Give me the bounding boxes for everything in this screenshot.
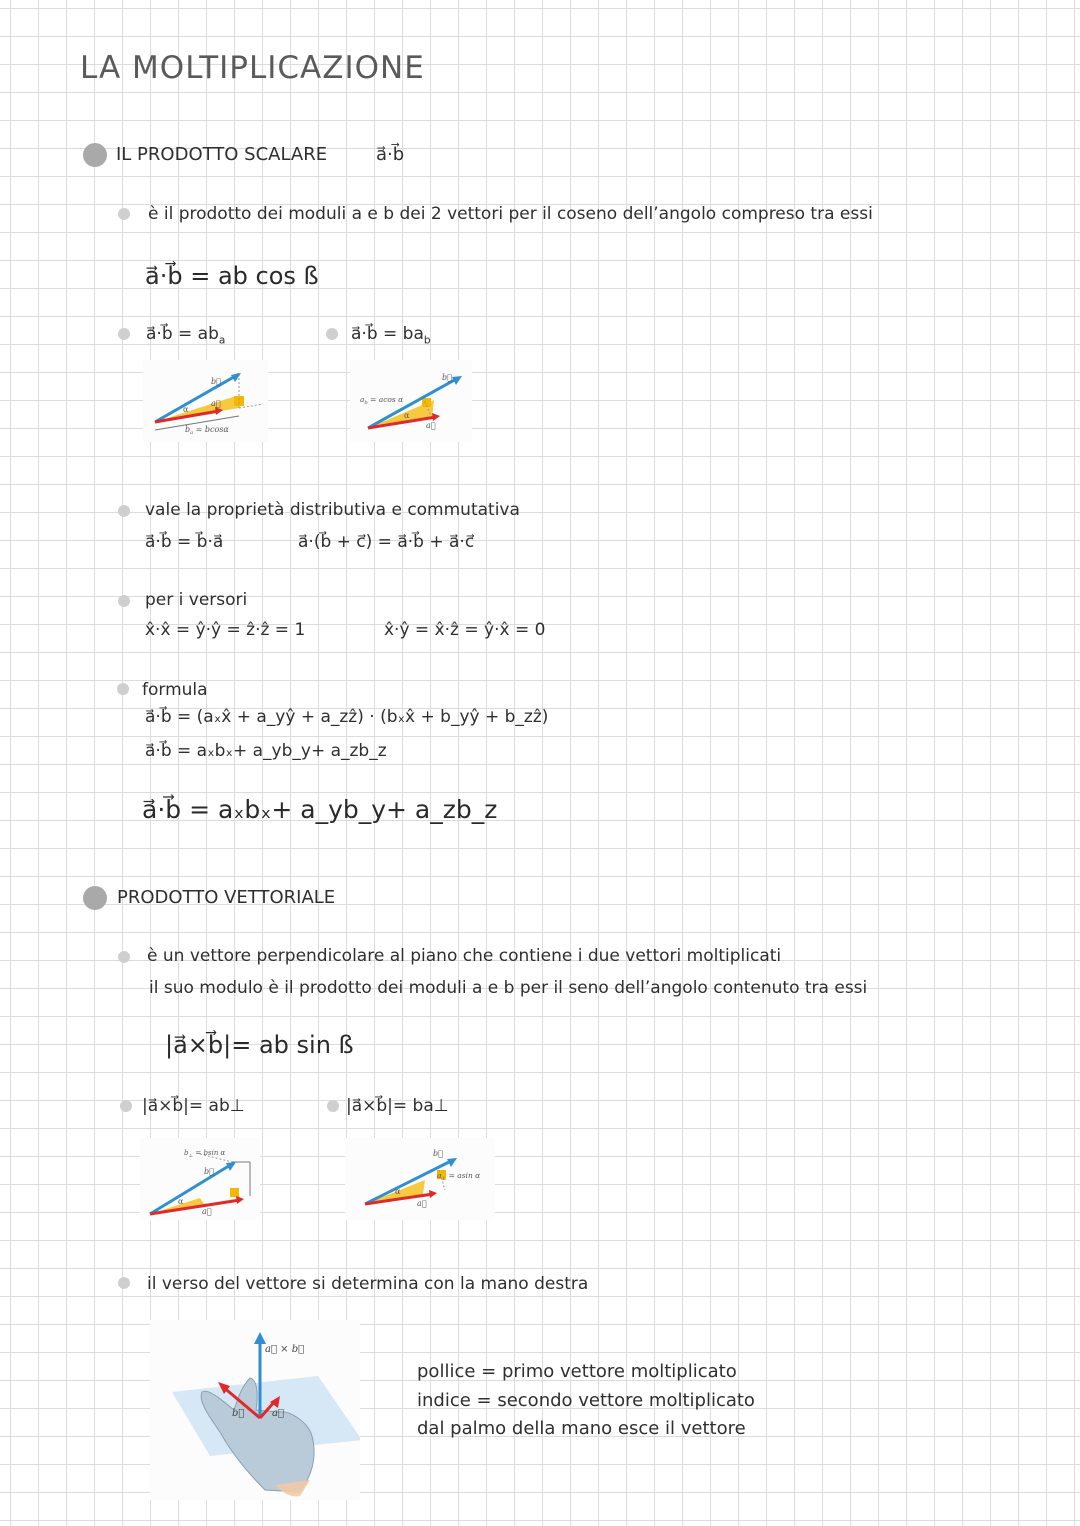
scalar-projection-figure-b (350, 360, 472, 442)
bullet (118, 328, 130, 340)
formula-label: formula (142, 680, 208, 700)
formula-expanded: a⃗·b⃗ = (aₓx̂ + a_yŷ + a_zẑ) · (bₓx̂ + b_yŷ + b_zẑ) (145, 707, 549, 727)
properties-label: vale la proprietà distributiva e commutativa (145, 500, 520, 520)
right-angle-marker (234, 396, 244, 406)
perp-b-formula: |a⃗×b⃗|= ba⊥ (346, 1096, 449, 1116)
label-axb: a⃗ × b⃗ (265, 1344, 305, 1355)
right-hand-rules (417, 1358, 755, 1444)
label-b-cos: $b_a = bcos\alpha$ (185, 425, 229, 436)
formula-short: a⃗·b⃗ = aₓbₓ+ a_yb_y+ a_zb_z (145, 741, 387, 761)
label-a: a⃗ (211, 399, 221, 408)
right-angle-marker (230, 1188, 239, 1197)
label-b: b⃗ (232, 1408, 245, 1419)
versors-label: per i versori (145, 590, 248, 610)
label-a-sin: $a_\perp = asin$ α (437, 1171, 481, 1182)
label-b: b⃗ (211, 377, 221, 386)
label-a: a⃗ (417, 1199, 427, 1208)
label-b: b⃗ (442, 373, 452, 382)
vector-definition-1: è un vettore perpendicolare al piano che contiene i due vettori moltiplicati (147, 946, 782, 966)
projection-a-formula: a⃗·b⃗ = $ab_a$ (146, 324, 226, 347)
distributive-formula: a⃗·(b⃗ + c⃗) = a⃗·b⃗ + a⃗·c⃗ (298, 532, 475, 552)
versors-formula-2: x̂·ŷ = x̂·ẑ = ŷ·x̂ = 0 (384, 620, 546, 640)
perp-a-formula: |a⃗×b⃗|= ab⊥ (142, 1096, 245, 1116)
label-b: b⃗ (204, 1167, 214, 1176)
bullet (118, 595, 130, 607)
scalar-symbol: a⃗·b⃗ (376, 144, 405, 165)
scalar-projection-figure-a (143, 360, 268, 442)
vector-projection-figure-d (345, 1138, 495, 1220)
commutative-formula: a⃗·b⃗ = b⃗·a⃗ (145, 532, 224, 552)
label-a: a⃗ (426, 421, 436, 430)
vector-projection-figure-c (140, 1138, 260, 1220)
versors-formula-1: x̂·x̂ = ŷ·ŷ = ẑ·ẑ = 1 (145, 620, 306, 640)
label-alpha: α (183, 405, 189, 414)
bullet (118, 505, 130, 517)
label-a: a⃗ (272, 1408, 284, 1419)
bullet (118, 1277, 130, 1289)
label-b-sin: $b_\perp = bsin$ α (184, 1149, 226, 1159)
section-bullet (83, 143, 107, 167)
label-alpha: α (395, 1187, 401, 1196)
bullet (326, 328, 338, 340)
vector-definition-2: il suo modulo è il prodotto dei moduli a e b per il seno dell’angolo contenuto tra essi (149, 978, 868, 998)
section-bullet (83, 886, 107, 910)
section-heading-scalar: IL PRODOTTO SCALARE (116, 144, 328, 165)
right-hand-rule-figure (150, 1320, 360, 1500)
right-hand-label: il verso del vettore si determina con la mano destra (147, 1274, 589, 1294)
projection-b-formula: a⃗·b⃗ = $ba_b$ (351, 324, 431, 347)
vector-main-formula: |a⃗×b⃗|= ab sin ß (165, 1031, 354, 1059)
label-alpha: α (178, 1197, 184, 1206)
formula-final: a⃗·b⃗ = aₓbₓ+ a_yb_y+ a_zb_z (142, 795, 498, 824)
scalar-main-formula: a⃗·b⃗ = ab cos ß (145, 262, 319, 290)
label-a-cos: $a_b = acos$ α (360, 395, 404, 406)
section-heading-vector: PRODOTTO VETTORIALE (117, 887, 336, 908)
scalar-definition: è il prodotto dei moduli a e b dei 2 vettori per il coseno dell’angolo compreso tra essi (148, 204, 873, 224)
rule-index: indice = secondo vettore moltiplicato (417, 1389, 755, 1411)
rule-thumb: pollice = primo vettore moltiplicato (417, 1361, 737, 1382)
label-b: b⃗ (433, 1149, 443, 1158)
bullet (118, 208, 130, 220)
bullet (327, 1100, 339, 1112)
label-a: a⃗ (202, 1207, 212, 1216)
bullet (118, 951, 130, 963)
bullet (120, 1100, 132, 1112)
page-title: LA MOLTIPLICAZIONE (80, 50, 425, 86)
rule-palm: dal palmo della mano esce il vettore (417, 1418, 746, 1439)
bullet (117, 683, 129, 695)
label-alpha: α (404, 411, 410, 420)
